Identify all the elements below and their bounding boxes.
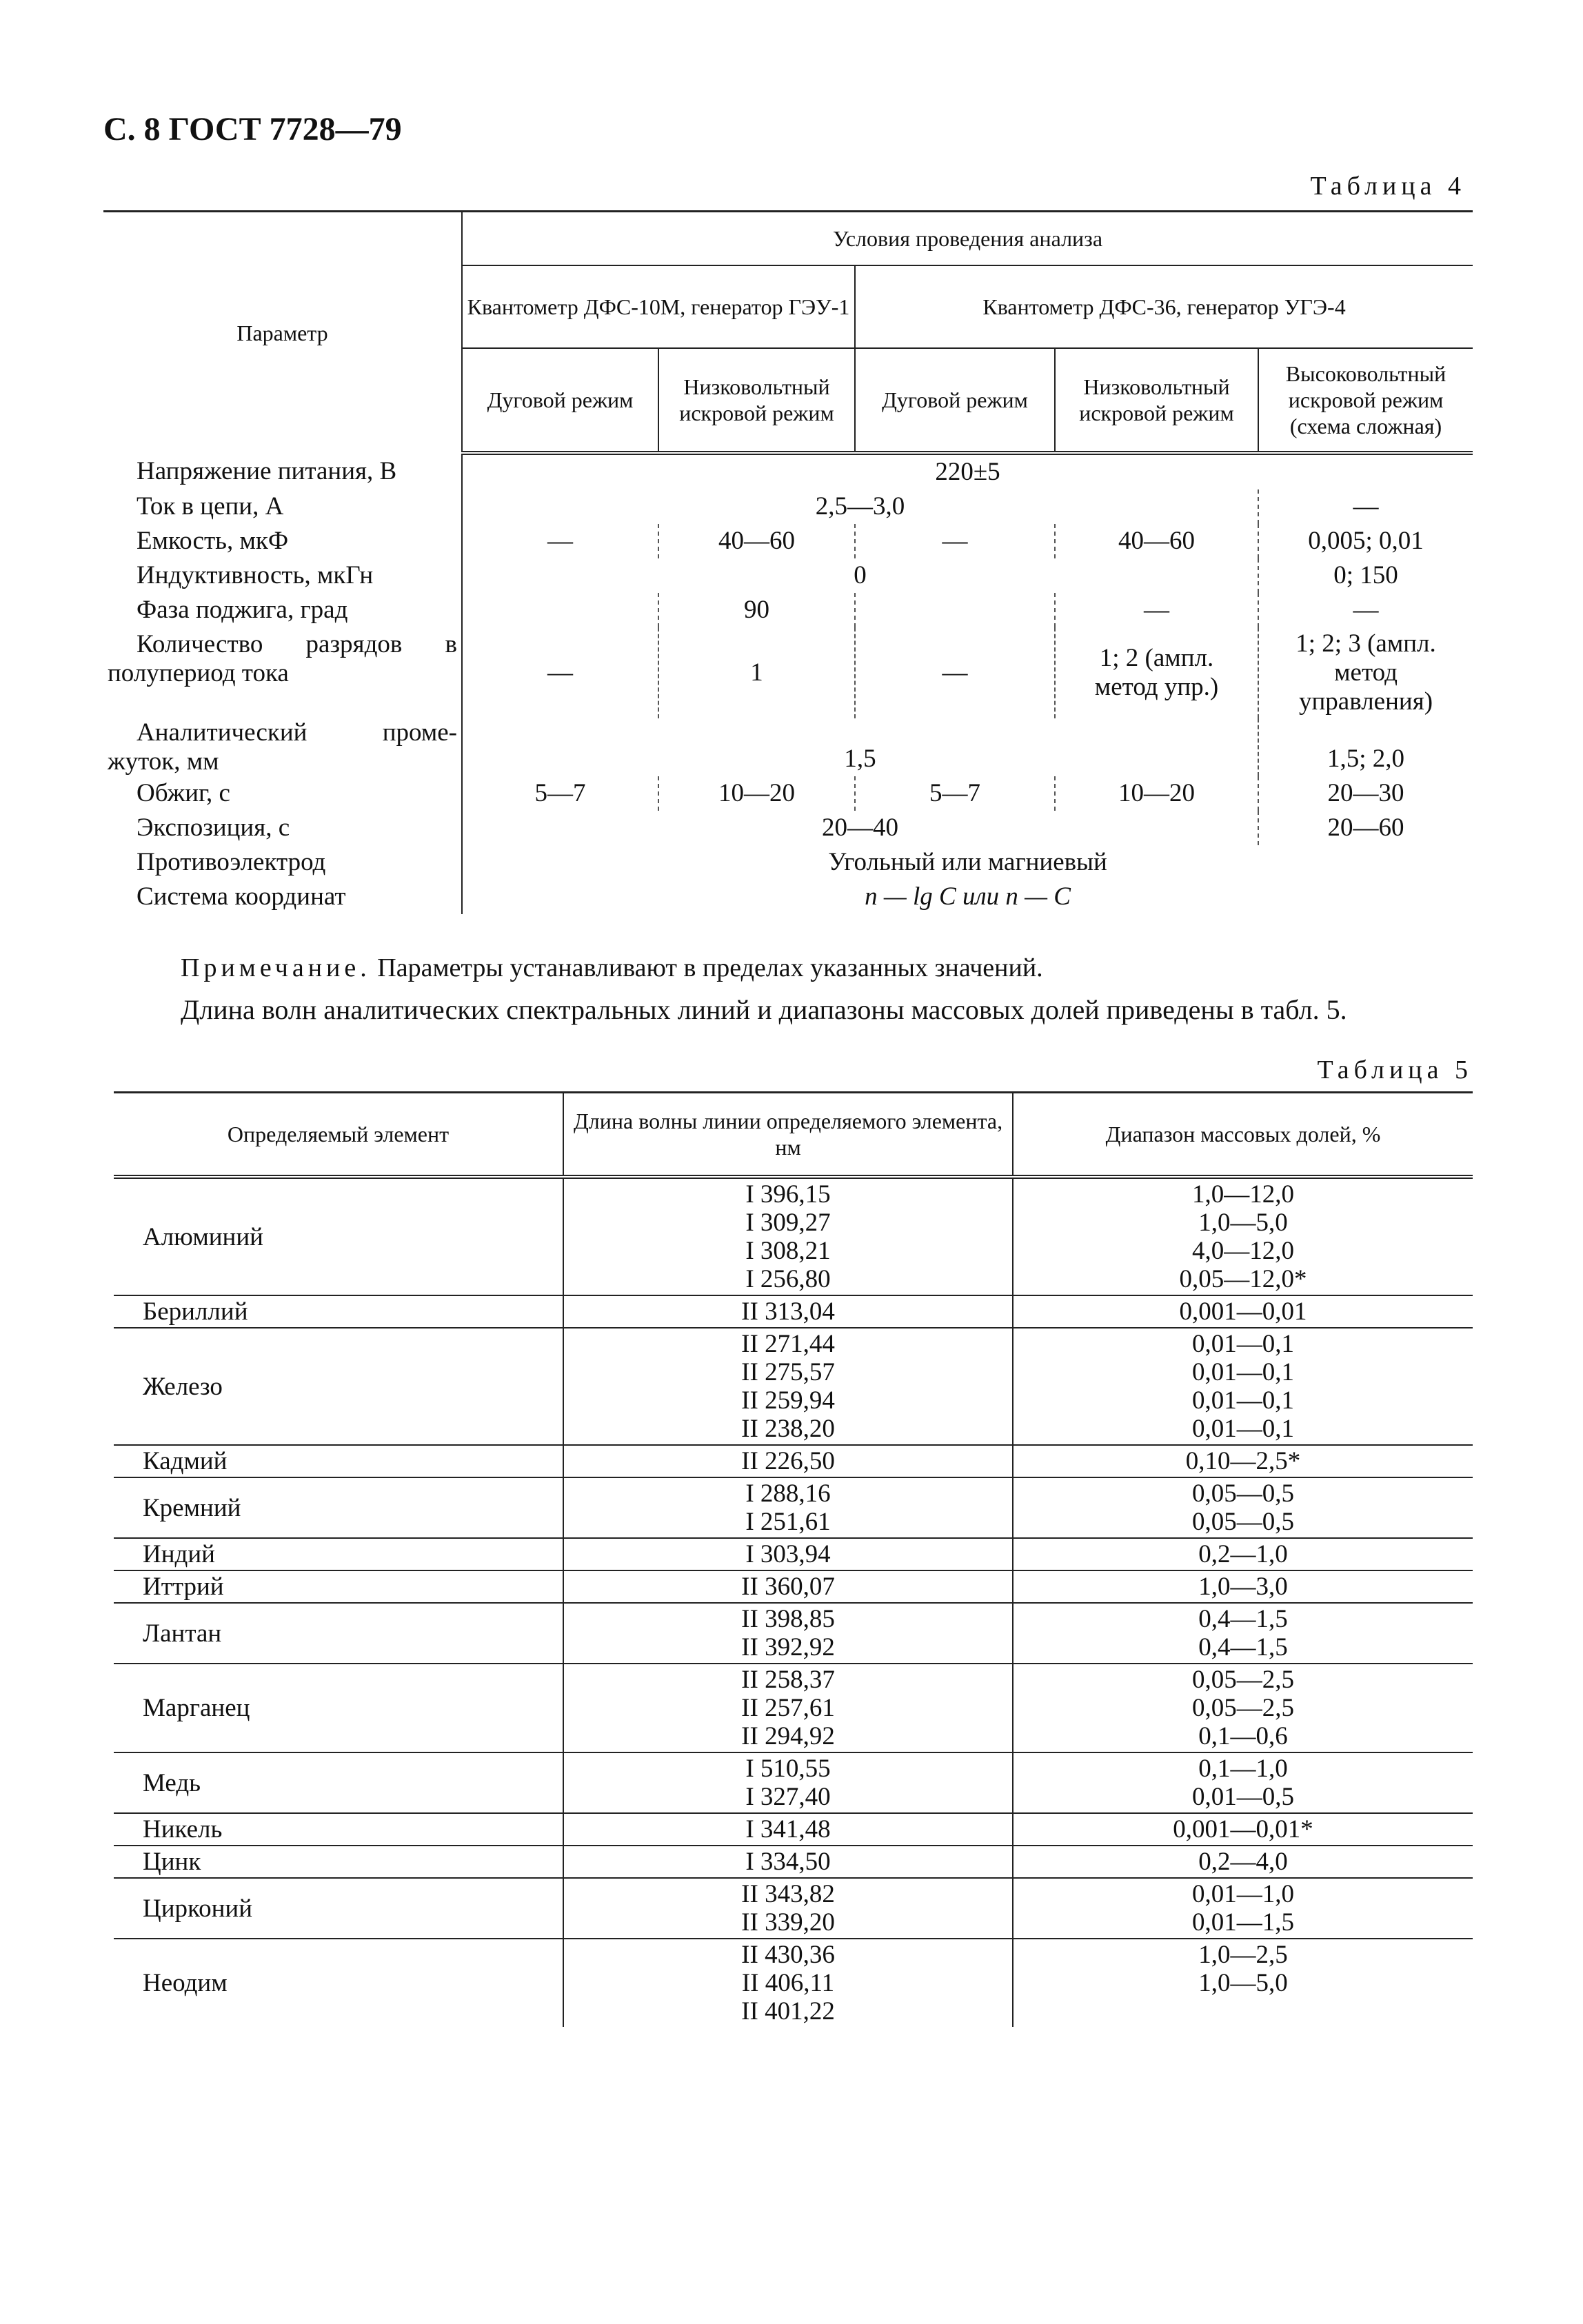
range-value: 1,0—5,0: [1198, 1969, 1288, 1997]
wavelength-cell: [563, 1295, 1013, 1328]
wavelength-value: II 406,11: [741, 1969, 835, 1997]
wavelength-value: II 430,36: [741, 1941, 835, 1969]
table-row: [114, 1752, 1473, 1813]
wavelength-cell: [563, 1570, 1013, 1603]
range-value: 0,01—0,1: [1192, 1386, 1294, 1415]
range-cell: [1013, 1445, 1473, 1477]
range-cell: [1013, 1328, 1473, 1445]
range-cell: [1013, 1295, 1473, 1328]
col-wavelength: Длина волны линии определяемого элемента, нм: [563, 1093, 1013, 1178]
wavelength-value: II 294,92: [741, 1722, 835, 1750]
wavelength-value: II 259,94: [741, 1386, 835, 1415]
element-name: Марганец: [114, 1664, 563, 1752]
element-name: Алюминий: [114, 1177, 563, 1295]
range-value: 0,4—1,5: [1198, 1633, 1288, 1661]
wavelength-value: II 343,82: [741, 1880, 835, 1908]
range-cell: [1013, 1878, 1473, 1939]
range-value: 0,05—0,5: [1192, 1479, 1294, 1508]
wavelength-value: II 398,85: [741, 1605, 835, 1633]
wavelength-cell: [563, 1878, 1013, 1939]
table-row: [114, 1295, 1473, 1328]
table4-row: Напряжение питания, В 220±5: [103, 453, 1473, 489]
wavelength-value: I 288,16: [745, 1479, 831, 1508]
range-value: 0,01—0,1: [1192, 1358, 1294, 1386]
wavelength-cell: [563, 1846, 1013, 1878]
range-value: 0,05—2,5: [1192, 1694, 1294, 1722]
wavelength-value: II 271,44: [741, 1330, 835, 1358]
range-value: 0,05—0,5: [1192, 1508, 1294, 1536]
table-row: [114, 1328, 1473, 1445]
table4-row: Фаза поджига, град 90 — —: [103, 593, 1473, 627]
table-row: [114, 1570, 1473, 1603]
wavelength-value: I 309,27: [745, 1209, 831, 1237]
range-cell: [1013, 1570, 1473, 1603]
range-value: 0,1—0,6: [1198, 1722, 1288, 1750]
table-row: [114, 1664, 1473, 1752]
wavelength-cell: [563, 1813, 1013, 1846]
element-name: Медь: [114, 1752, 563, 1813]
col-arc2: Дуговой режим: [855, 348, 1055, 453]
param-header: Параметр: [103, 212, 462, 454]
range-cell: [1013, 1846, 1473, 1878]
wavelength-value: I 396,15: [745, 1180, 831, 1209]
range-cell: [1013, 1813, 1473, 1846]
table4-row: Ток в цепи, А 2,5—3,0 —: [103, 489, 1473, 524]
wavelength-value: I 308,21: [745, 1237, 831, 1265]
wavelength-value: I 251,61: [745, 1508, 831, 1536]
element-name: Лантан: [114, 1603, 563, 1664]
table-row: [114, 1538, 1473, 1570]
wavelength-value: II 226,50: [741, 1447, 835, 1475]
element-name: Кадмий: [114, 1445, 563, 1477]
wavelength-value: I 334,50: [745, 1848, 831, 1876]
wavelength-cell: [563, 1664, 1013, 1752]
range-value: 0,01—0,1: [1192, 1415, 1294, 1443]
group2-header: Квантометр ДФС-36, генератор УГЭ-4: [855, 265, 1473, 348]
wavelength-cell: [563, 1177, 1013, 1295]
range-cell: [1013, 1664, 1473, 1752]
table-row: [114, 1878, 1473, 1939]
table4-row: Аналитический проме- жуток, мм 1,5 1,5; 2,0: [103, 718, 1473, 776]
range-value: 1,0—12,0: [1192, 1180, 1294, 1209]
wavelength-value: II 392,92: [741, 1633, 835, 1661]
conditions-header: Условия проведения анализа: [462, 212, 1473, 266]
col-lowspark2: Низковольтный искровой режим: [1055, 348, 1258, 453]
wavelength-value: II 313,04: [741, 1297, 835, 1326]
element-name: Железо: [114, 1328, 563, 1445]
wavelength-value: II 275,57: [741, 1358, 835, 1386]
range-cell: [1013, 1538, 1473, 1570]
col-element: Определяемый элемент: [114, 1093, 563, 1178]
range-value: 0,001—0,01*: [1173, 1815, 1313, 1843]
range-value: 0,01—0,5: [1192, 1783, 1294, 1811]
wavelength-value: II 258,37: [741, 1666, 835, 1694]
table4-row: Экспозиция, с 20—40 20—60: [103, 811, 1473, 845]
range-value: 1,0—2,5: [1198, 1941, 1288, 1969]
table-row: [114, 1813, 1473, 1846]
page-header: С. 8 ГОСТ 7728—79: [103, 111, 402, 148]
table4-row: Количество разрядов в полупериод тока — 1 — 1; 2 (ампл. метод упр.) 1; 2; 3 (ампл. метод управления): [103, 627, 1473, 718]
range-value: 0,01—0,1: [1192, 1330, 1294, 1358]
wavelength-value: II 401,22: [741, 1997, 835, 2025]
range-value: 0,4—1,5: [1198, 1605, 1288, 1633]
table-row: [114, 1846, 1473, 1878]
wavelength-value: I 327,40: [745, 1783, 831, 1811]
wavelength-cell: [563, 1752, 1013, 1813]
col-range: Диапазон массовых долей, %: [1013, 1093, 1473, 1178]
table-row: [114, 1445, 1473, 1477]
range-value: 4,0—12,0: [1192, 1237, 1294, 1265]
range-value: 0,001—0,01: [1179, 1297, 1307, 1326]
wavelength-value: I 510,55: [745, 1755, 831, 1783]
wavelength-cell: [563, 1445, 1013, 1477]
table4-row: Система координат n — lg C или n — C: [103, 880, 1473, 914]
table4-row: Обжиг, с 5—7 10—20 5—7 10—20 20—30: [103, 776, 1473, 811]
element-name: Цинк: [114, 1846, 563, 1878]
wavelength-value: II 238,20: [741, 1415, 835, 1443]
table-row: [114, 1939, 1473, 2027]
wavelength-value: I 303,94: [745, 1540, 831, 1568]
wavelength-cell: [563, 1477, 1013, 1538]
wavelength-value: I 256,80: [745, 1265, 831, 1293]
wavelength-cell: [563, 1603, 1013, 1664]
col-arc1: Дуговой режим: [462, 348, 658, 453]
element-name: Кремний: [114, 1477, 563, 1538]
range-cell: [1013, 1752, 1473, 1813]
wavelength-cell: [563, 1328, 1013, 1445]
range-cell: [1013, 1603, 1473, 1664]
range-cell: [1013, 1177, 1473, 1295]
wavelength-cell: [563, 1939, 1013, 2027]
element-name: Иттрий: [114, 1570, 563, 1603]
table4-caption: Таблица 4: [1310, 172, 1466, 201]
table5: [114, 1091, 1473, 2027]
element-name: Неодим: [114, 1939, 563, 2027]
range-value: 0,1—1,0: [1198, 1755, 1288, 1783]
table4-note: Примечание. Параметры устанавливают в пределах указанных значений.: [181, 953, 1043, 982]
range-value: 1,0—3,0: [1198, 1573, 1288, 1601]
range-value: 0,05—12,0*: [1179, 1265, 1307, 1293]
wavelength-value: I 341,48: [745, 1815, 831, 1843]
wavelength-cell: [563, 1538, 1013, 1570]
table4: [103, 210, 1473, 914]
element-name: Никель: [114, 1813, 563, 1846]
range-value: 0,01—1,0: [1192, 1880, 1294, 1908]
element-name: Цирконий: [114, 1878, 563, 1939]
table4-row: Индуктивность, мкГн 0 0; 150: [103, 558, 1473, 593]
range-value: 0,05—2,5: [1192, 1666, 1294, 1694]
table-row: [114, 1603, 1473, 1664]
group1-header: Квантометр ДФС-10М, генератор ГЭУ-1: [462, 265, 855, 348]
table4-row: Емкость, мкФ — 40—60 — 40—60 0,005; 0,01: [103, 524, 1473, 558]
col-lowspark1: Низковольтный искровой режим: [658, 348, 855, 453]
wavelength-value: II 360,07: [741, 1573, 835, 1601]
table-row: [114, 1177, 1473, 1295]
range-value: 0,01—1,5: [1192, 1908, 1294, 1937]
range-value: 1,0—5,0: [1198, 1209, 1288, 1237]
col-highspark: Высоковольтный искровой режим (схема сложная): [1258, 348, 1473, 453]
table4-row: Противоэлектрод Угольный или магниевый: [103, 845, 1473, 880]
wavelength-value: II 339,20: [741, 1908, 835, 1937]
table5-caption: Таблица 5: [1317, 1055, 1473, 1084]
range-value: 0,2—1,0: [1198, 1540, 1288, 1568]
range-value: 0,2—4,0: [1198, 1848, 1288, 1876]
range-cell: [1013, 1939, 1473, 2027]
element-name: Индий: [114, 1538, 563, 1570]
range-cell: [1013, 1477, 1473, 1538]
range-value: 0,10—2,5*: [1185, 1447, 1301, 1475]
wavelength-value: II 257,61: [741, 1694, 835, 1722]
intro-paragraph: Длина волн аналитических спектральных линий и диапазоны массовых долей приведены в табл. 5.: [181, 994, 1347, 1025]
element-name: Бериллий: [114, 1295, 563, 1328]
table-row: [114, 1477, 1473, 1538]
